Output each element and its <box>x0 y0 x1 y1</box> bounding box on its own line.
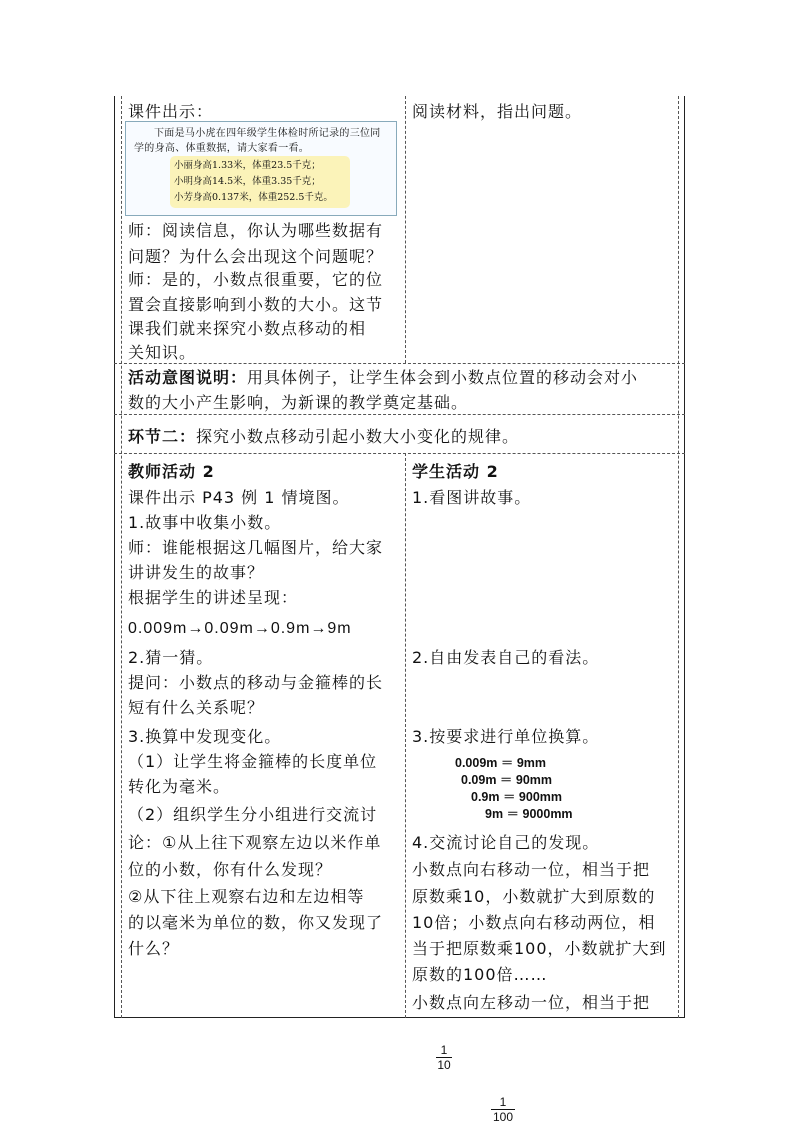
student-activity-item: 1.看图讲故事。 <box>412 488 532 507</box>
teacher-activity-line: 师：谁能根据这几幅图片，给大家 <box>128 538 384 557</box>
slide-line: 小丽身高1.33米，体重23.5千克； <box>174 160 321 171</box>
table-right-border <box>684 96 685 1018</box>
activity-intent-text: 用具体例子，让学生体会到小数点位置的移动会对小 <box>247 368 639 387</box>
slide-line: 小芳身高0.137米，体重252.5千克。 <box>174 192 333 203</box>
conversion-line: 9m ＝ 9000mm <box>485 807 573 821</box>
teacher-activity-line: 讲讲发生的故事？ <box>128 563 265 582</box>
teacher-text-line: 师：是的，小数点很重要，它的位 <box>128 270 384 289</box>
activity-intent <box>128 365 683 391</box>
teacher-activity-line: 转化为毫米。 <box>128 777 231 796</box>
teacher-activity-line: 的以毫米为单位的数，你又发现了 <box>128 913 384 932</box>
conversion-line: 0.9m ＝ 900mm <box>471 790 563 804</box>
student-reading-text: 阅读材料，指出问题。 <box>412 102 583 121</box>
teacher-activity-line: 2.猜一猜。 <box>128 648 214 667</box>
teacher-activity-line: 1.故事中收集小数。 <box>128 513 282 532</box>
teacher-text-line: 关知识。 <box>128 343 197 362</box>
row-divider-1 <box>114 363 685 364</box>
student-discussion-line: 10倍；小数点向右移动两位，相 <box>412 913 656 932</box>
student-discussion-line: 原数乘10，小数就扩大到原数的 <box>412 887 656 906</box>
teacher-activity-heading: 教师活动 2 <box>128 462 215 481</box>
fraction-denominator: 100 <box>492 1110 514 1124</box>
teacher-activity-line: 什么？ <box>128 939 180 958</box>
slide-image <box>125 121 397 216</box>
section-two-label: 环节二： <box>128 427 197 446</box>
teacher-text-line: 师：阅读信息，你认为哪些数据有 <box>128 221 384 240</box>
guide-left-dashed <box>121 96 122 1018</box>
teacher-text-line: 问题？为什么会出现这个问题呢？ <box>128 247 384 266</box>
student-activity-item: 3.按要求进行单位换算。 <box>412 727 600 746</box>
fraction-one-hundredth <box>491 1096 515 1123</box>
student-discussion-line: 小数点向左移动一位，相当于把 <box>412 993 651 1012</box>
student-discussion-line: 当于把原数乘100，小数就扩大到 <box>412 939 667 958</box>
student-activity-heading: 学生活动 2 <box>412 462 499 481</box>
fraction-denominator: 10 <box>437 1058 451 1072</box>
student-discussion-line: 原数的100倍…… <box>412 965 548 984</box>
teacher-activity-line: 课件出示 P43 例 1 情境图。 <box>128 488 350 507</box>
slide-intro-text: 下面是马小虎在四年级学生体检时所记录的三位同学的身高、体重数据，请大家看一看。 <box>134 128 381 154</box>
column-divider-top <box>405 96 406 363</box>
courseware-heading: 课件出示： <box>128 102 214 121</box>
student-discussion-line: 4.交流讨论自己的发现。 <box>412 833 600 852</box>
row-divider-3 <box>114 453 685 454</box>
teacher-text-line: 置会直接影响到小数的大小。这节 <box>128 295 384 314</box>
fraction-numerator: 1 <box>499 1095 507 1109</box>
teacher-activity-line: 短有什么关系呢？ <box>128 698 265 717</box>
teacher-activity-line: ②从下往上观察右边和左边相等 <box>128 887 365 906</box>
teacher-activity-line: 提问：小数点的移动与金箍棒的长 <box>128 673 384 692</box>
guide-right-dashed <box>678 96 679 1018</box>
teacher-activity-line: （2）组织学生分小组进行交流讨 <box>128 805 378 824</box>
activity-intent-line2: 数的大小产生影响，为新课的教学奠定基础。 <box>128 393 469 412</box>
section-two-text: 探究小数点移动引起小数大小变化的规律。 <box>196 427 520 446</box>
activity-intent-label: 活动意图说明： <box>128 368 248 387</box>
teacher-text-line: 课我们就来探究小数点移动的相 <box>128 319 367 338</box>
student-discussion-line: 小数点向右移动一位，相当于把 <box>412 860 651 879</box>
teacher-activity-line: 位的小数，你有什么发现？ <box>128 860 333 879</box>
student-activity-item: 2.自由发表自己的看法。 <box>412 648 600 667</box>
teacher-activity-line: 论：①从上往下观察左边以米作单 <box>128 833 382 852</box>
teacher-activity-line: 0.009m→0.09m→0.9m→9m <box>128 620 352 637</box>
slide-line: 小明身高14.5米，体重3.35千克； <box>174 176 321 187</box>
teacher-activity-line: （1）让学生将金箍棒的长度单位 <box>128 752 378 771</box>
fraction-numerator: 1 <box>440 1043 448 1057</box>
teacher-activity-line: 3.换算中发现变化。 <box>128 727 282 746</box>
slide-data-box <box>170 156 350 208</box>
fraction-one-tenth <box>436 1044 452 1071</box>
conversion-line: 0.009m ＝ 9mm <box>455 756 547 770</box>
teacher-activity-line: 根据学生的讲述呈现： <box>128 588 299 607</box>
table-left-border <box>114 96 115 1018</box>
conversion-line: 0.09m ＝ 90mm <box>461 773 553 787</box>
table-bottom-border <box>114 1017 685 1018</box>
column-divider-bottom <box>405 453 406 1018</box>
section-two <box>128 424 519 450</box>
